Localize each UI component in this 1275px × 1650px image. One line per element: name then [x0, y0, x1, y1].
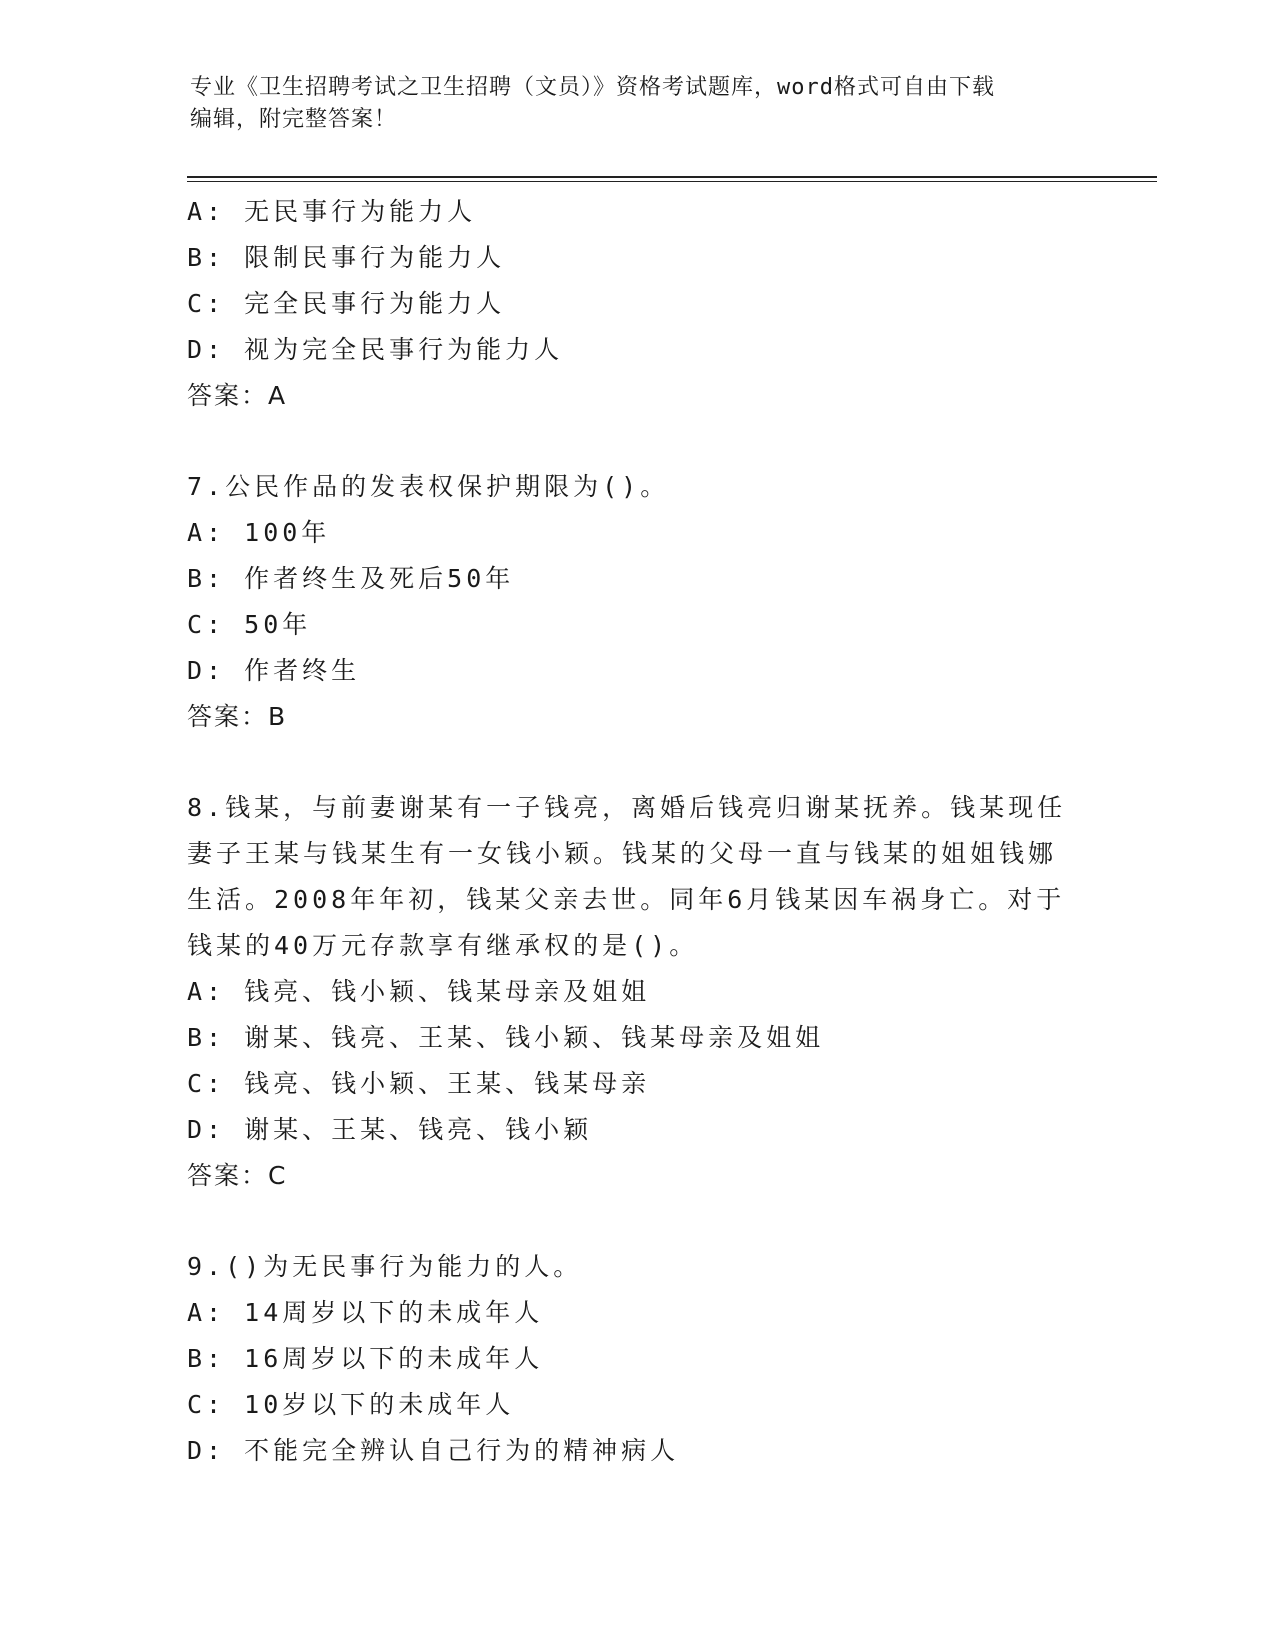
question-7	[187, 464, 1087, 740]
option-a: A: 14周岁以下的未成年人	[187, 1298, 544, 1327]
question-stem-line-2: 妻子王某与钱某生有一女钱小颖。钱某的父母一直与钱某的姐姐钱娜	[187, 839, 1058, 868]
spacer	[187, 1199, 1087, 1244]
option-d: D: 视为完全民事行为能力人	[187, 335, 564, 364]
option-d: D: 谢某、王某、钱亮、钱小颖	[187, 1115, 593, 1144]
question-8	[187, 785, 1087, 1199]
option-c: C: 钱亮、钱小颖、王某、钱某母亲	[187, 1069, 651, 1098]
answer: 答案：C	[187, 1161, 288, 1190]
option-d: D: 不能完全辨认自己行为的精神病人	[187, 1436, 680, 1465]
question-stem: 7.公民作品的发表权保护期限为()。	[187, 472, 670, 501]
answer: 答案：A	[187, 381, 288, 410]
option-a: A: 100年	[187, 518, 331, 547]
header-line-1: 专业《卫生招聘考试之卫生招聘（文员）》资格考试题库，word格式可自由下载	[190, 75, 995, 100]
spacer	[187, 740, 1087, 785]
answer: 答案：B	[187, 702, 288, 731]
header-divider-thick	[187, 176, 1157, 178]
question-6	[187, 189, 1087, 419]
document-header	[190, 72, 1070, 136]
option-b: B: 谢某、钱亮、王某、钱小颖、钱某母亲及姐姐	[187, 1023, 825, 1052]
option-c: C: 10岁以下的未成年人	[187, 1390, 515, 1419]
question-9	[187, 1244, 1087, 1474]
question-stem: 9.()为无民事行为能力的人。	[187, 1252, 583, 1281]
option-b: B: 作者终生及死后50年	[187, 564, 515, 593]
question-stem-line-4: 钱某的40万元存款享有继承权的是()。	[187, 931, 699, 960]
option-b: B: 16周岁以下的未成年人	[187, 1344, 544, 1373]
question-stem-line-3: 生活。2008年年初，钱某父亲去世。同年6月钱某因车祸身亡。对于	[187, 885, 1066, 914]
question-stem-line-1: 8.钱某，与前妻谢某有一子钱亮，离婚后钱亮归谢某抚养。钱某现任	[187, 793, 1067, 822]
option-c: C: 完全民事行为能力人	[187, 289, 506, 318]
spacer	[187, 419, 1087, 464]
option-c: C: 50年	[187, 610, 312, 639]
option-a: A: 无民事行为能力人	[187, 197, 477, 226]
header-divider-thin	[187, 181, 1157, 182]
option-a: A: 钱亮、钱小颖、钱某母亲及姐姐	[187, 977, 651, 1006]
question-list	[187, 189, 1087, 1474]
option-d: D: 作者终生	[187, 656, 361, 685]
header-line-2: 编辑，附完整答案！	[190, 107, 398, 132]
option-b: B: 限制民事行为能力人	[187, 243, 506, 272]
